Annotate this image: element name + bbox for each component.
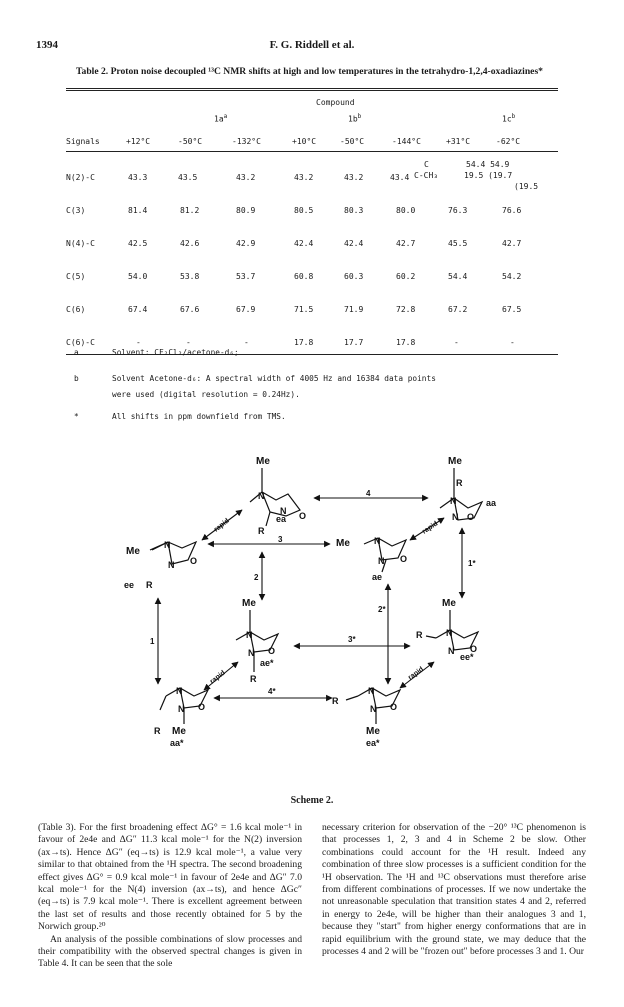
table-cell: 42.7 — [396, 239, 416, 248]
temp-header: -62°C — [496, 137, 521, 146]
label-n: N — [246, 630, 253, 640]
label-ae-star: ae* — [260, 658, 274, 668]
footnote-text: were used (digital resolution = 0.24Hz). — [112, 390, 300, 399]
label-ea-star: ea* — [366, 738, 380, 748]
row-signal: N(2)-C — [66, 173, 95, 182]
table-cell: 42.4 — [344, 239, 364, 248]
label-n: N — [164, 540, 171, 550]
table-cell: 43.5 — [178, 173, 198, 182]
body-column-left — [38, 822, 302, 971]
table-cell: 54.2 — [502, 272, 522, 281]
label-n: N — [446, 628, 453, 638]
process-label: 4 — [366, 489, 371, 498]
temp-header: +10°C — [292, 137, 317, 146]
footnote-mark: b — [74, 374, 79, 383]
label-me: Me — [172, 726, 186, 737]
label-ea: ea — [276, 514, 287, 524]
label-rapid: rapid — [407, 665, 426, 682]
table-top-rule-2 — [66, 90, 558, 91]
label-me: Me — [242, 598, 256, 609]
table-cell: 76.6 — [502, 206, 522, 215]
label-n: N — [448, 646, 455, 656]
label-me: Me — [366, 726, 380, 737]
table-cell: 42.7 — [502, 239, 522, 248]
row-signal: C(5) — [66, 272, 86, 281]
table-cell: 54.4 54.9 — [466, 160, 510, 169]
label-n: N — [280, 506, 287, 516]
table-cell: 81.2 — [180, 206, 200, 215]
label-rapid: rapid — [212, 517, 231, 534]
signals-header: Signals — [66, 137, 100, 146]
table-cell: 76.3 — [448, 206, 468, 215]
label-n: N — [168, 560, 175, 570]
label-me: Me — [448, 456, 462, 467]
compound-group-header: Compound — [316, 98, 355, 107]
table-cell: - — [454, 338, 459, 347]
body-paragraph: (Table 3). For the first broadening effect ΔG° = 1.6 kcal mole⁻¹ in favour of 2e4e and ΔG″ 11.3 kcal mole⁻¹ for the N(2) inversion (ax→ts). Hence ΔG″ (eq→ts) is 12.9 kcal mole⁻¹, a value very similar to that obtained from the ¹H spectra. The second broadening effect gives ΔG° = 0.9 kcal mole⁻¹ in favour of 2e4e and ΔG″ 7.0 kcal mole⁻¹ for the N(4) inversion (ax→ts), and hence ΔGc″ (eq→ts) is 7.9 kcal mole⁻¹. There is excellent agreement between the last set of results and those recently obtained for 5 by the Norwich group.²⁰ — [38, 822, 302, 933]
molecule-top-right — [440, 468, 482, 520]
table-cell: 42.5 — [128, 239, 148, 248]
row-signal: N(4)-C — [66, 239, 95, 248]
table-cell: 17.8 — [294, 338, 314, 347]
table-cell: 80.3 — [344, 206, 364, 215]
label-r: R — [416, 630, 423, 640]
label-aa: aa — [486, 498, 497, 508]
label-o: O — [268, 646, 276, 656]
process-label: 4* — [268, 687, 276, 696]
footnote-mark: * — [74, 412, 79, 421]
page-number: 1394 — [36, 39, 58, 51]
label-me: Me — [336, 538, 350, 549]
label-rapid: rapid — [208, 669, 227, 686]
table-cell: C-CH₃ — [414, 171, 439, 180]
table-cell: 54.0 — [128, 272, 148, 281]
label-me: Me — [442, 598, 456, 609]
table-cell: 43.2 — [294, 173, 314, 182]
table-cell: - — [186, 338, 191, 347]
table-top-rule — [66, 88, 558, 89]
table-cell: 42.9 — [236, 239, 256, 248]
table-cell: 60.8 — [294, 272, 314, 281]
label-o: O — [470, 644, 478, 654]
table-cell: (19.5 — [514, 182, 539, 191]
row-signal: C(6) — [66, 305, 86, 314]
table-cell: - — [510, 338, 515, 347]
body-paragraph: necessary criterion for observation of the −20° ¹³C phenomenon is that processes 1, 2, 3 and 4 in Scheme 2 be slow. Other combinations could account for the ¹H result. Indeed any combination of three slow processes is a sufficient condition for the ¹H observation. The ¹H and ¹³C observations must therefore arise from different combinations of processes. If we now undertake the not unreasonable speculation that transition states 4 and 2, referred in energy to 2e4e, will be higher than their analogues 3 and 1, because they "start" from higher energy conformations that are in rapid equilibrium with the ground state, we may deduce that the processes 4 and 2 will be "frozen out" before processes 3 and 1. Our — [322, 822, 586, 958]
table-cell: 53.8 — [180, 272, 200, 281]
temp-header: +12°C — [126, 137, 151, 146]
label-r: R — [258, 526, 265, 536]
footnote-mark: a — [74, 348, 79, 357]
label-rapid: rapid — [421, 520, 440, 536]
table-cell: 81.4 — [128, 206, 148, 215]
label-n: N — [178, 704, 185, 714]
label-r: R — [154, 726, 161, 736]
table-caption: Table 2. Proton noise decoupled ¹³C NMR shifts at high and low temperatures in the tetrahydro-1,2,4-oxadiazines* — [76, 66, 543, 77]
temp-header: -50°C — [340, 137, 365, 146]
scheme-caption: Scheme 2. — [290, 795, 334, 806]
compound-1b: $1b^b$ — [348, 113, 362, 124]
label-n: N — [258, 491, 265, 501]
table-cell: 71.9 — [344, 305, 364, 314]
label-r: R — [456, 478, 463, 488]
footnote-text: Solvent: CF₂Cl₂/acetone-d₆; — [112, 348, 239, 357]
body-column-right — [322, 822, 586, 958]
table-header-rule — [66, 151, 558, 152]
table-cell: 80.9 — [236, 206, 256, 215]
label-o: O — [390, 702, 398, 712]
table-cell: 43.2 — [236, 173, 256, 182]
table-cell: 17.8 — [396, 338, 416, 347]
table-cell: 60.3 — [344, 272, 364, 281]
label-r: R — [332, 696, 339, 706]
table-cell: 80.5 — [294, 206, 314, 215]
label-ee-star: ee* — [460, 652, 474, 662]
table-cell: 67.6 — [180, 305, 200, 314]
compound-1a: $1a^a$ — [214, 113, 228, 124]
process-label: 2 — [254, 573, 259, 582]
table-cell: C — [424, 160, 429, 169]
process-label: 1 — [150, 637, 155, 646]
process-label: 3 — [278, 535, 283, 544]
process-label: 3* — [348, 635, 356, 644]
table-cell: - — [136, 338, 141, 347]
label-me: Me — [126, 546, 140, 557]
label-n: N — [368, 686, 375, 696]
label-o: O — [198, 702, 206, 712]
scheme-2-diagram — [110, 452, 510, 792]
table-cell: 43.4 — [390, 173, 410, 182]
label-ae: ae — [372, 572, 383, 582]
table-cell: 54.4 — [448, 272, 468, 281]
running-head: F. G. Riddell et al. — [269, 39, 355, 51]
table-cell: 60.2 — [396, 272, 416, 281]
label-n: N — [176, 686, 183, 696]
label-n: N — [378, 556, 385, 566]
footnote-text: Solvent Acetone-d₆: A spectral width of 4005 Hz and 16384 data points — [112, 374, 436, 383]
table-cell: 17.7 — [344, 338, 364, 347]
temp-header: +31°C — [446, 137, 471, 146]
label-o: O — [299, 511, 307, 521]
table-cell: 43.3 — [128, 173, 148, 182]
label-ee: ee — [124, 580, 135, 590]
table-cell: 67.5 — [502, 305, 522, 314]
label-aa-star: aa* — [170, 738, 184, 748]
body-paragraph: An analysis of the possible combinations of slow processes and their compatibility with the observed spectral changes is given in Table 4. It can be seen that the sole — [38, 933, 302, 970]
table-cell: 53.7 — [236, 272, 256, 281]
table-cell: 67.9 — [236, 305, 256, 314]
table-cell: 42.4 — [294, 239, 314, 248]
label-o: O — [190, 556, 198, 566]
label-o: O — [400, 554, 408, 564]
compound-1c: $1c^b$ — [502, 113, 516, 124]
table-cell: 42.6 — [180, 239, 200, 248]
table-cell: 71.5 — [294, 305, 314, 314]
table-cell: 19.5 (19.7 — [464, 171, 513, 180]
table-cell: 67.2 — [448, 305, 468, 314]
table-cell: 72.8 — [396, 305, 416, 314]
label-n: N — [248, 648, 255, 658]
table-cell: - — [244, 338, 249, 347]
label-r: R — [146, 580, 153, 590]
temp-header: -132°C — [232, 137, 261, 146]
label-o: O — [467, 512, 475, 522]
label-me: Me — [256, 456, 270, 467]
table-cell: 45.5 — [448, 239, 468, 248]
label-n: N — [370, 704, 377, 714]
label-n: N — [450, 496, 457, 506]
table-cell: 67.4 — [128, 305, 148, 314]
label-n: N — [452, 512, 459, 522]
row-signal: C(3) — [66, 206, 86, 215]
table-cell: 43.2 — [344, 173, 364, 182]
footnote-text: All shifts in ppm downfield from TMS. — [112, 412, 286, 421]
process-label: 1* — [468, 559, 476, 568]
label-r: R — [250, 674, 257, 684]
row-signal: C(6)-C — [66, 338, 95, 347]
temp-header: -144°C — [392, 137, 421, 146]
process-label: 2* — [378, 605, 386, 614]
temp-header: -50°C — [178, 137, 203, 146]
label-n: N — [374, 536, 381, 546]
table-cell: 80.0 — [396, 206, 416, 215]
